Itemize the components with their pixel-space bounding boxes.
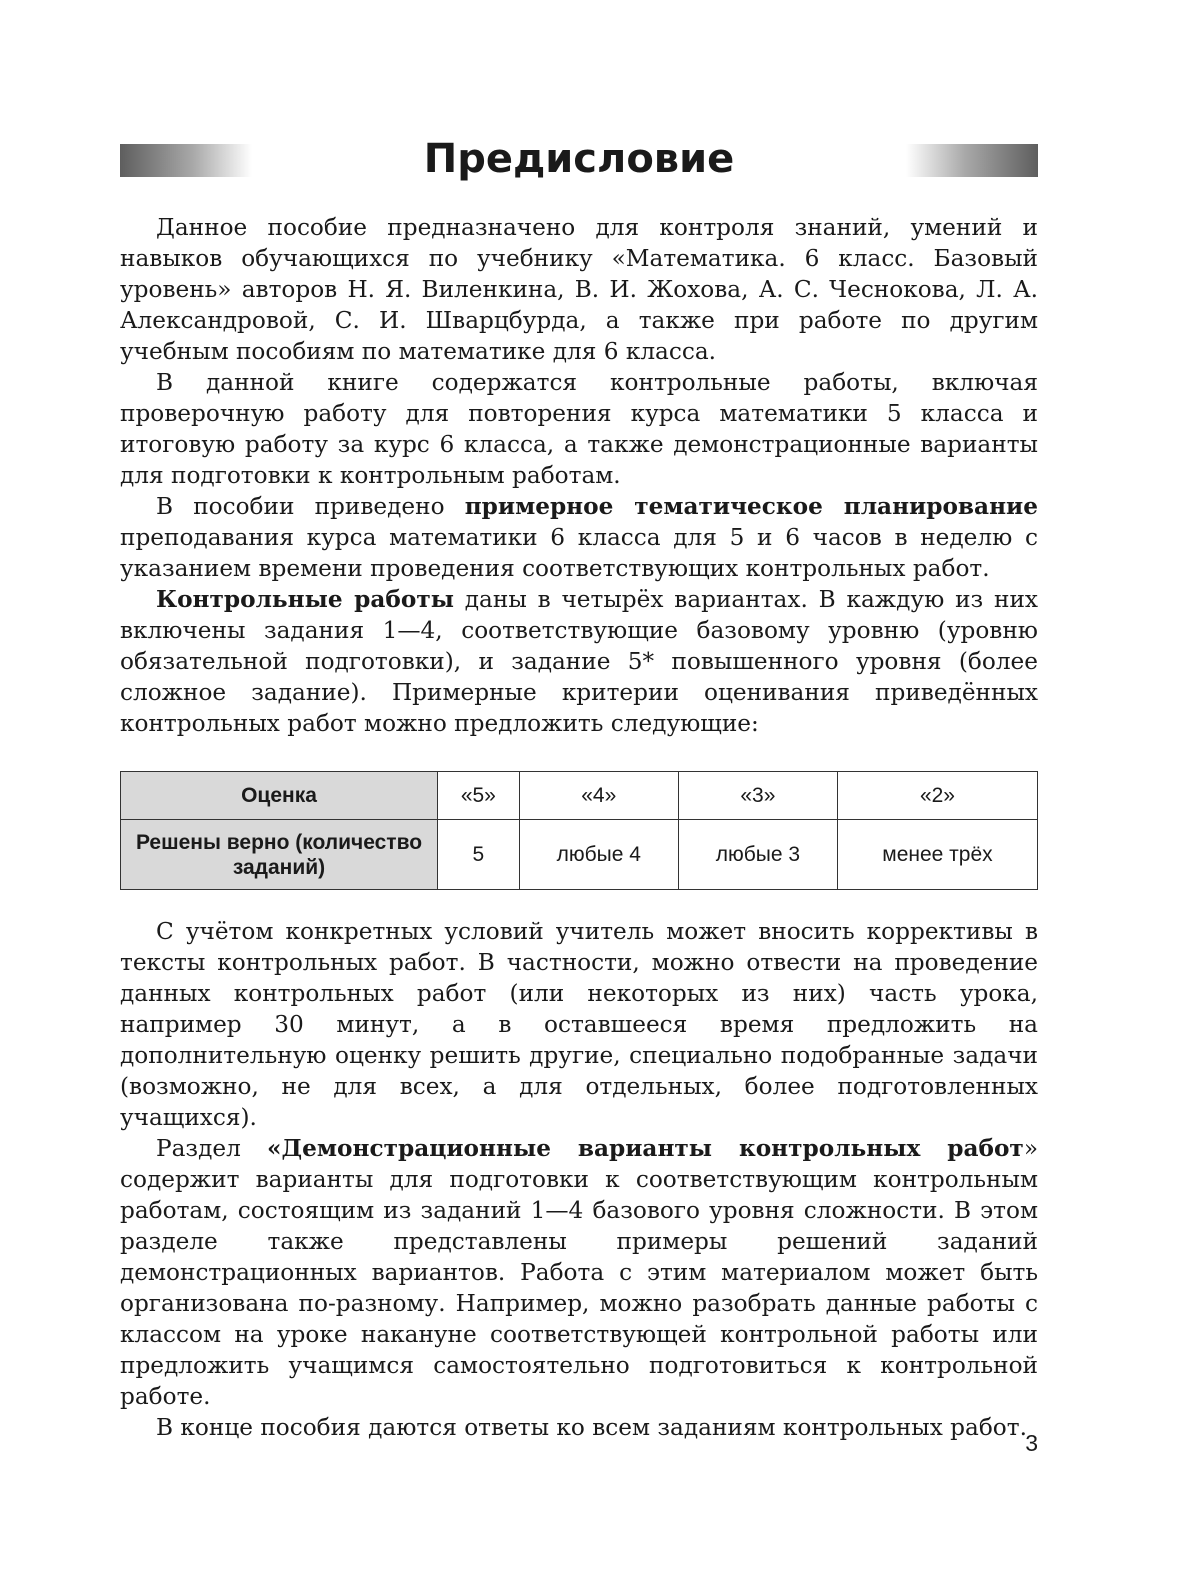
title-decor-bar-right (906, 144, 1038, 177)
closing-paragraphs (120, 916, 1038, 1443)
bold-text: «Демонстрационные варианты контрольных работ (267, 1135, 1024, 1162)
text-run: Данное пособие предназначено для контроля знаний, умений и навыков обучающихся по учебнику «Математика. 6 класс. Базовый уровень» авторов Н. Я. Виленкина, В. И. Жохова, А. С. Чеснокова, Л. А. Александровой, С. И. Шварцбурда, а также при работе по другим учебным пособиям по математике для 6 класса. (120, 214, 1038, 365)
table-header-cell: Оценка (121, 772, 438, 820)
page-title: Предисловие (423, 136, 735, 182)
table-cell: «4» (519, 772, 678, 820)
title-row (120, 136, 1038, 184)
text-run: преподавания курса математики 6 класса для 5 и 6 часов в неделю с указанием времени проведения соответствующих контрольных работ. (120, 524, 1038, 582)
paragraph (120, 212, 1038, 367)
table-cell: «2» (837, 772, 1037, 820)
bold-text: примерное тематическое планирование (464, 493, 1038, 520)
page-number: 3 (1025, 1430, 1038, 1456)
bold-text: Контрольные работы (156, 586, 454, 613)
table-cell: менее трёх (837, 820, 1037, 890)
table-cell: любые 3 (678, 820, 837, 890)
table-row (121, 772, 1038, 820)
table-row (121, 820, 1038, 890)
paragraph (120, 491, 1038, 584)
grading-criteria-table (120, 771, 1038, 890)
paragraph (120, 1412, 1038, 1443)
text-run: даны в четырёх вариантах. В каждую из них включены задания 1—4, соответствующие базовому уровню (уровню обязательной подготовки), и задание 5* повышенного уровня (более сложное задание). Примерные критерии оценивания приведённых контрольных работ можно предложить следующие: (120, 586, 1038, 737)
table-cell: любые 4 (519, 820, 678, 890)
table-cell: 5 (438, 820, 520, 890)
text-run: В данной книге содержатся контрольные работы, включая проверочную работу для повторения курса математики 5 класса и итоговую работу за курс 6 класса, а также демонстрационные варианты для подготовки к контрольным работам. (120, 369, 1038, 489)
paragraph (120, 1133, 1038, 1412)
table-header-cell: Решены верно (количество заданий) (121, 820, 438, 890)
text-run: Раздел (156, 1135, 268, 1162)
paragraph (120, 584, 1038, 739)
text-run: В пособии приведено (156, 493, 465, 520)
intro-paragraphs (120, 212, 1038, 739)
text-run: С учётом конкретных условий учитель может вносить коррективы в тексты контрольных работ. В частности, можно отвести на проведение данных контрольных работ (или некоторых из них) часть урока, например 30 минут, а в оставшееся время предложить на дополнительную оценку решить другие, специально подобранные задачи (возможно, не для всех, а для отдельных, более подготовленных учащихся). (120, 918, 1038, 1131)
paragraph (120, 367, 1038, 491)
paragraph (120, 916, 1038, 1133)
table-cell: «3» (678, 772, 837, 820)
text-run: В конце пособия даются ответы ко всем заданиям контрольных работ. (156, 1414, 1027, 1441)
table-cell: «5» (438, 772, 520, 820)
text-run: » содержит варианты для подготовки к соответствующим контрольным работам, состоящим из заданий 1—4 базового уровня сложности. В этом разделе также представлены примеры решений заданий демонстрационных вариантов. Работа с этим материалом может быть организована по-разному. Например, можно разобрать данные работы с классом на уроке накануне соответствующей контрольной работы или предложить учащимся самостоятельно подготовиться к контрольной работе. (120, 1135, 1038, 1410)
